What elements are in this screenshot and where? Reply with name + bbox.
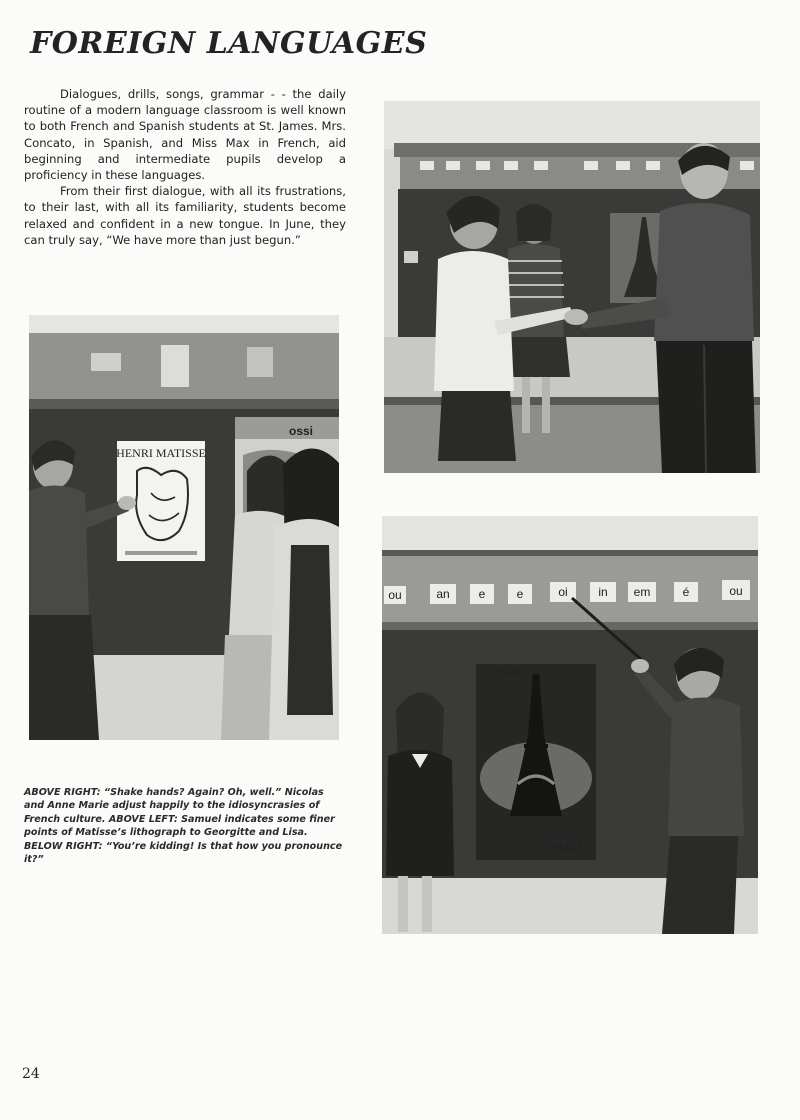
paragraph-2: From their first dialogue, with all its frustrations, to their last, with all its familiarity, students become relaxed and confident in a new tongue. In June, they can truly say, “We have more than just begun.” [24,184,346,247]
letter-card-6: in [598,585,608,599]
photo-pronunciation-image [382,516,758,934]
matisse-poster-title: HENRI MATISSE [116,446,206,460]
letter-card-9: ou [729,584,743,598]
letter-card-8: é [682,585,690,599]
letter-card-1: ou [388,588,402,602]
body-text [24,86,346,248]
photo-matisse [29,315,339,740]
photo-handshake [384,101,760,473]
photo-caption: ABOVE RIGHT: “Shake hands? Again? Oh, well.” Nicolas and Anne Marie adjust happily to the idiosyncrasies of French culture. ABOVE LEFT: Samuel indicates some finer points of Matisse’s lithograph to Georgitte and Lisa. BELOW RIGHT: “You’re kidding! Is that how you pronounce it?” [24,787,343,866]
letter-card-2: an [436,587,450,601]
paris-poster-top-text: PARIS [490,665,521,679]
page-title: FOREIGN LANGUAGES [30,26,428,61]
letter-card-5: oi [558,585,568,599]
photo-matisse-image [29,315,339,740]
second-poster-text: ossi [288,424,314,438]
letter-card-3: e [478,587,486,601]
page-number: 24 [22,1066,40,1082]
paris-poster-bottom-text: PARIS [549,839,583,853]
photo-pronunciation [382,516,758,934]
paragraph-1: Dialogues, drills, songs, grammar - - the daily routine of a modern language classroom is well known to both French and Spanish students at St. James. Mrs. Concato, in Spanish, and Miss Max in French, aid beginning and intermediate pupils develop a proficiency in these languages. [24,87,346,183]
letter-card-7: em [633,585,651,599]
photo-handshake-image [384,101,760,473]
letter-card-4: e [516,587,524,601]
